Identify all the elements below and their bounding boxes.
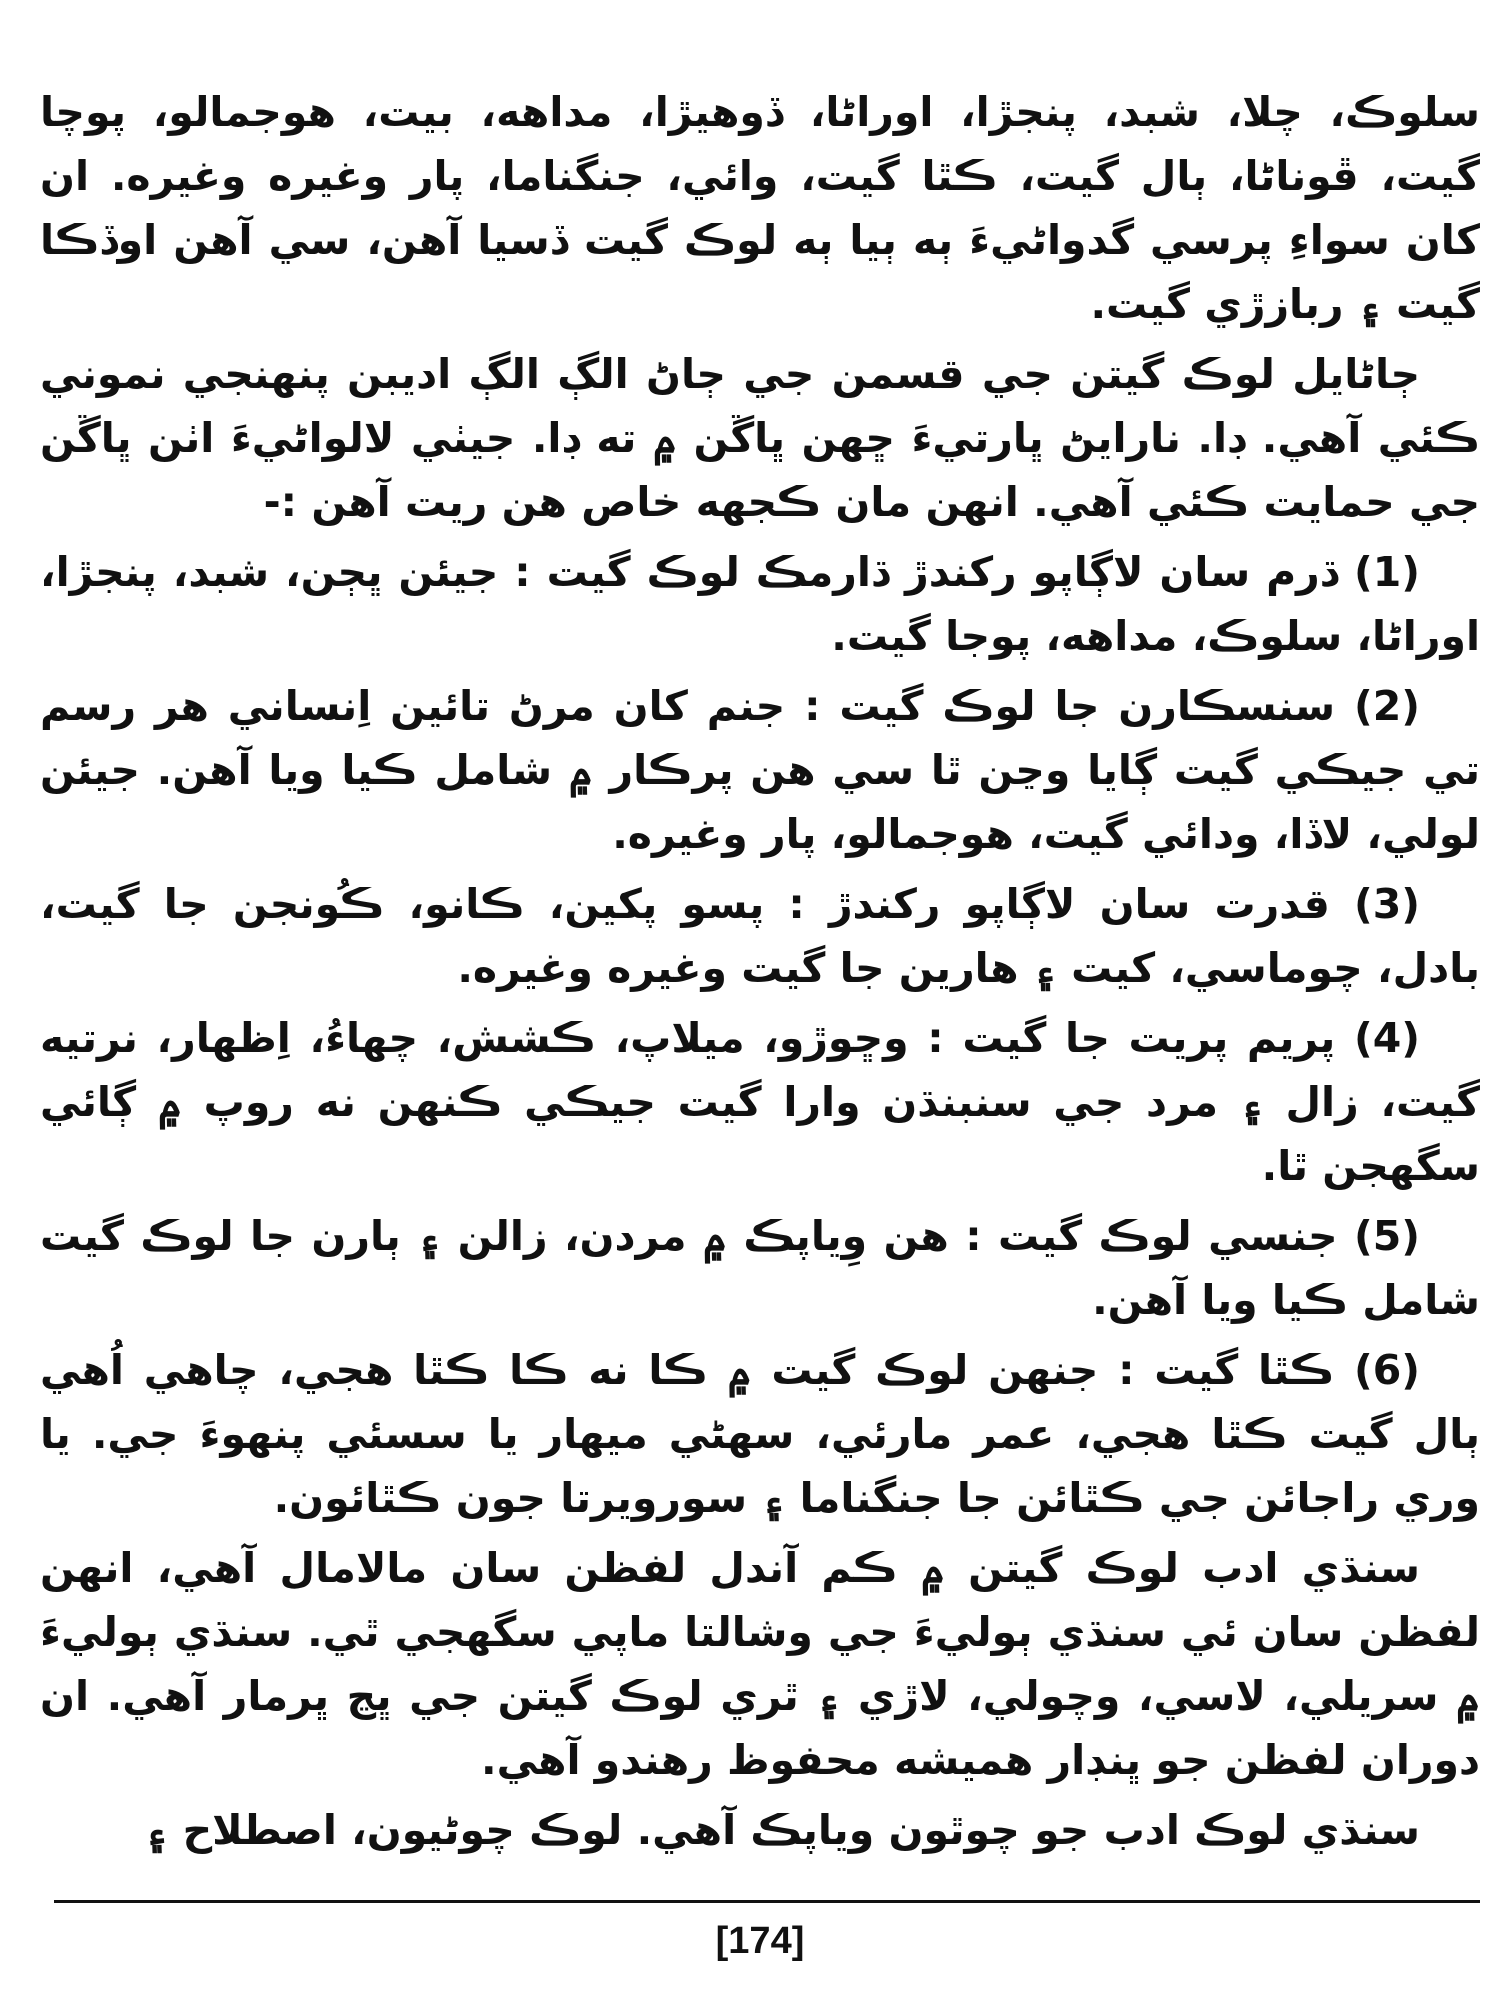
page-number: [174]: [715, 1920, 805, 1962]
body-text: [40, 80, 1480, 1862]
list-item-ritual-songs: (2) سنسڪارن جا لوڪ گيت : جنم کان مرڻ تائين اِنساني هر رسم تي جيڪي گيت ڳايا وڃن ٿا سي هن پرڪار ۾ شامل ڪيا ويا آهن. جيئن لولي، لاڏا، ودائي گيت، هوجمالو، پار وغيره.: [40, 682, 1480, 858]
list-item-story-songs: (6) ڪٿا گيت : جنهن لوڪ گيت ۾ ڪا نه ڪا ڪٿا هجي، چاهي اُهي ٻال گيت ڪٿا هجي، عمر مارئي، سهڻي ميهار يا سسئي پنهوءَ جي. يا وري راجائن جي ڪٿائن جا جنگناما ۽ سورويرتا جون ڪٿائون.: [40, 1346, 1480, 1522]
list-item-religious-songs: (1) ڌرم سان لاڳاپو رکندڙ ڌارمڪ لوڪ گيت : جيئن ڀڄن، شبد، پنجڙا، اوراڻا، سلوڪ، مداهه، پوجا گيت.: [40, 548, 1480, 660]
paragraph-final: [40, 1798, 1480, 1862]
final-paragraph-lead: سنڌي لوڪ ادب جو چوٿون وياپڪ آهي.: [636, 1806, 1420, 1854]
list-item-love-songs: (4) پريم پريت جا گيت : وڇوڙو، ميلاپ، ڪشش، چهاءُ، اِظهار، نرتيه گيت، زال ۽ مرد جي سنبنڌن وارا گيت جيڪي ڪنهن نه روپ ۾ ڳائي سگهجن ٿا.: [40, 1014, 1480, 1190]
final-paragraph-emphasis: لوڪ چوڻيون، اصطلاح ۽: [144, 1806, 623, 1854]
document-page: [40, 80, 1480, 1962]
paragraph-classification-intro: ڄاڻايل لوڪ گيتن جي قسمن جي ڄاڻ الڳ الڳ اديبن پنهنجي نموني ڪئي آهي. ڊا. نارايڻ ڀارتيءَ ڇهن ڀاڱن ۾ ته ڊا. جيٺي لالواڻيءَ اٺن ڀاڱن جي حمايت ڪئي آهي. انهن مان ڪجهه خاص هن ريت آهن :-: [40, 350, 1480, 526]
list-item-nature-songs: (3) قدرت سان لاڳاپو رکندڙ : پسو پکين، ڪانو، ڪُونجن جا گيت، بادل، چوماسي، کيت ۽ هارين جا گيت وغيره وغيره.: [40, 880, 1480, 992]
list-item-gender-songs: (5) جنسي لوڪ گيت : هن وِياپڪ ۾ مردن، زالن ۽ ٻارن جا لوڪ گيت شامل ڪيا ويا آهن.: [40, 1212, 1480, 1324]
paragraph-vocabulary: سنڌي ادب لوڪ گيتن ۾ ڪم آندل لفظن سان مالامال آهي، انهن لفظن سان ئي سنڌي ٻوليءَ جي وشالتا ماپي سگهجي ٿي. سنڌي ٻوليءَ ۾ سريلي، لاسي، وچولي، لاڙي ۽ ٿري لوڪ گيتن جي ڀڃ ڀرمار آهي. ان دوران لفظن جو ڀنڊار هميشه محفوظ رهندو آهي.: [40, 1544, 1480, 1784]
paragraph-genres-list: سلوڪ، چلا، شبد، پنجڙا، اوراڻا، ڏوهيڙا، مداهه، بيت، هوجمالو، پوچا گيت، ڦوناڻا، ٻال گيت، ڪٿا گيت، وائي، جنگناما، پار وغيره وغيره. ان کان سواءِ پرسي گدواڻيءَ ٻه ٻيا ٻه لوڪ گيت ڏسيا آهن، سي آهن اوڏڪا گيت ۽ ربازڙي گيت.: [40, 88, 1480, 328]
footer-rule: [54, 1900, 1480, 1903]
